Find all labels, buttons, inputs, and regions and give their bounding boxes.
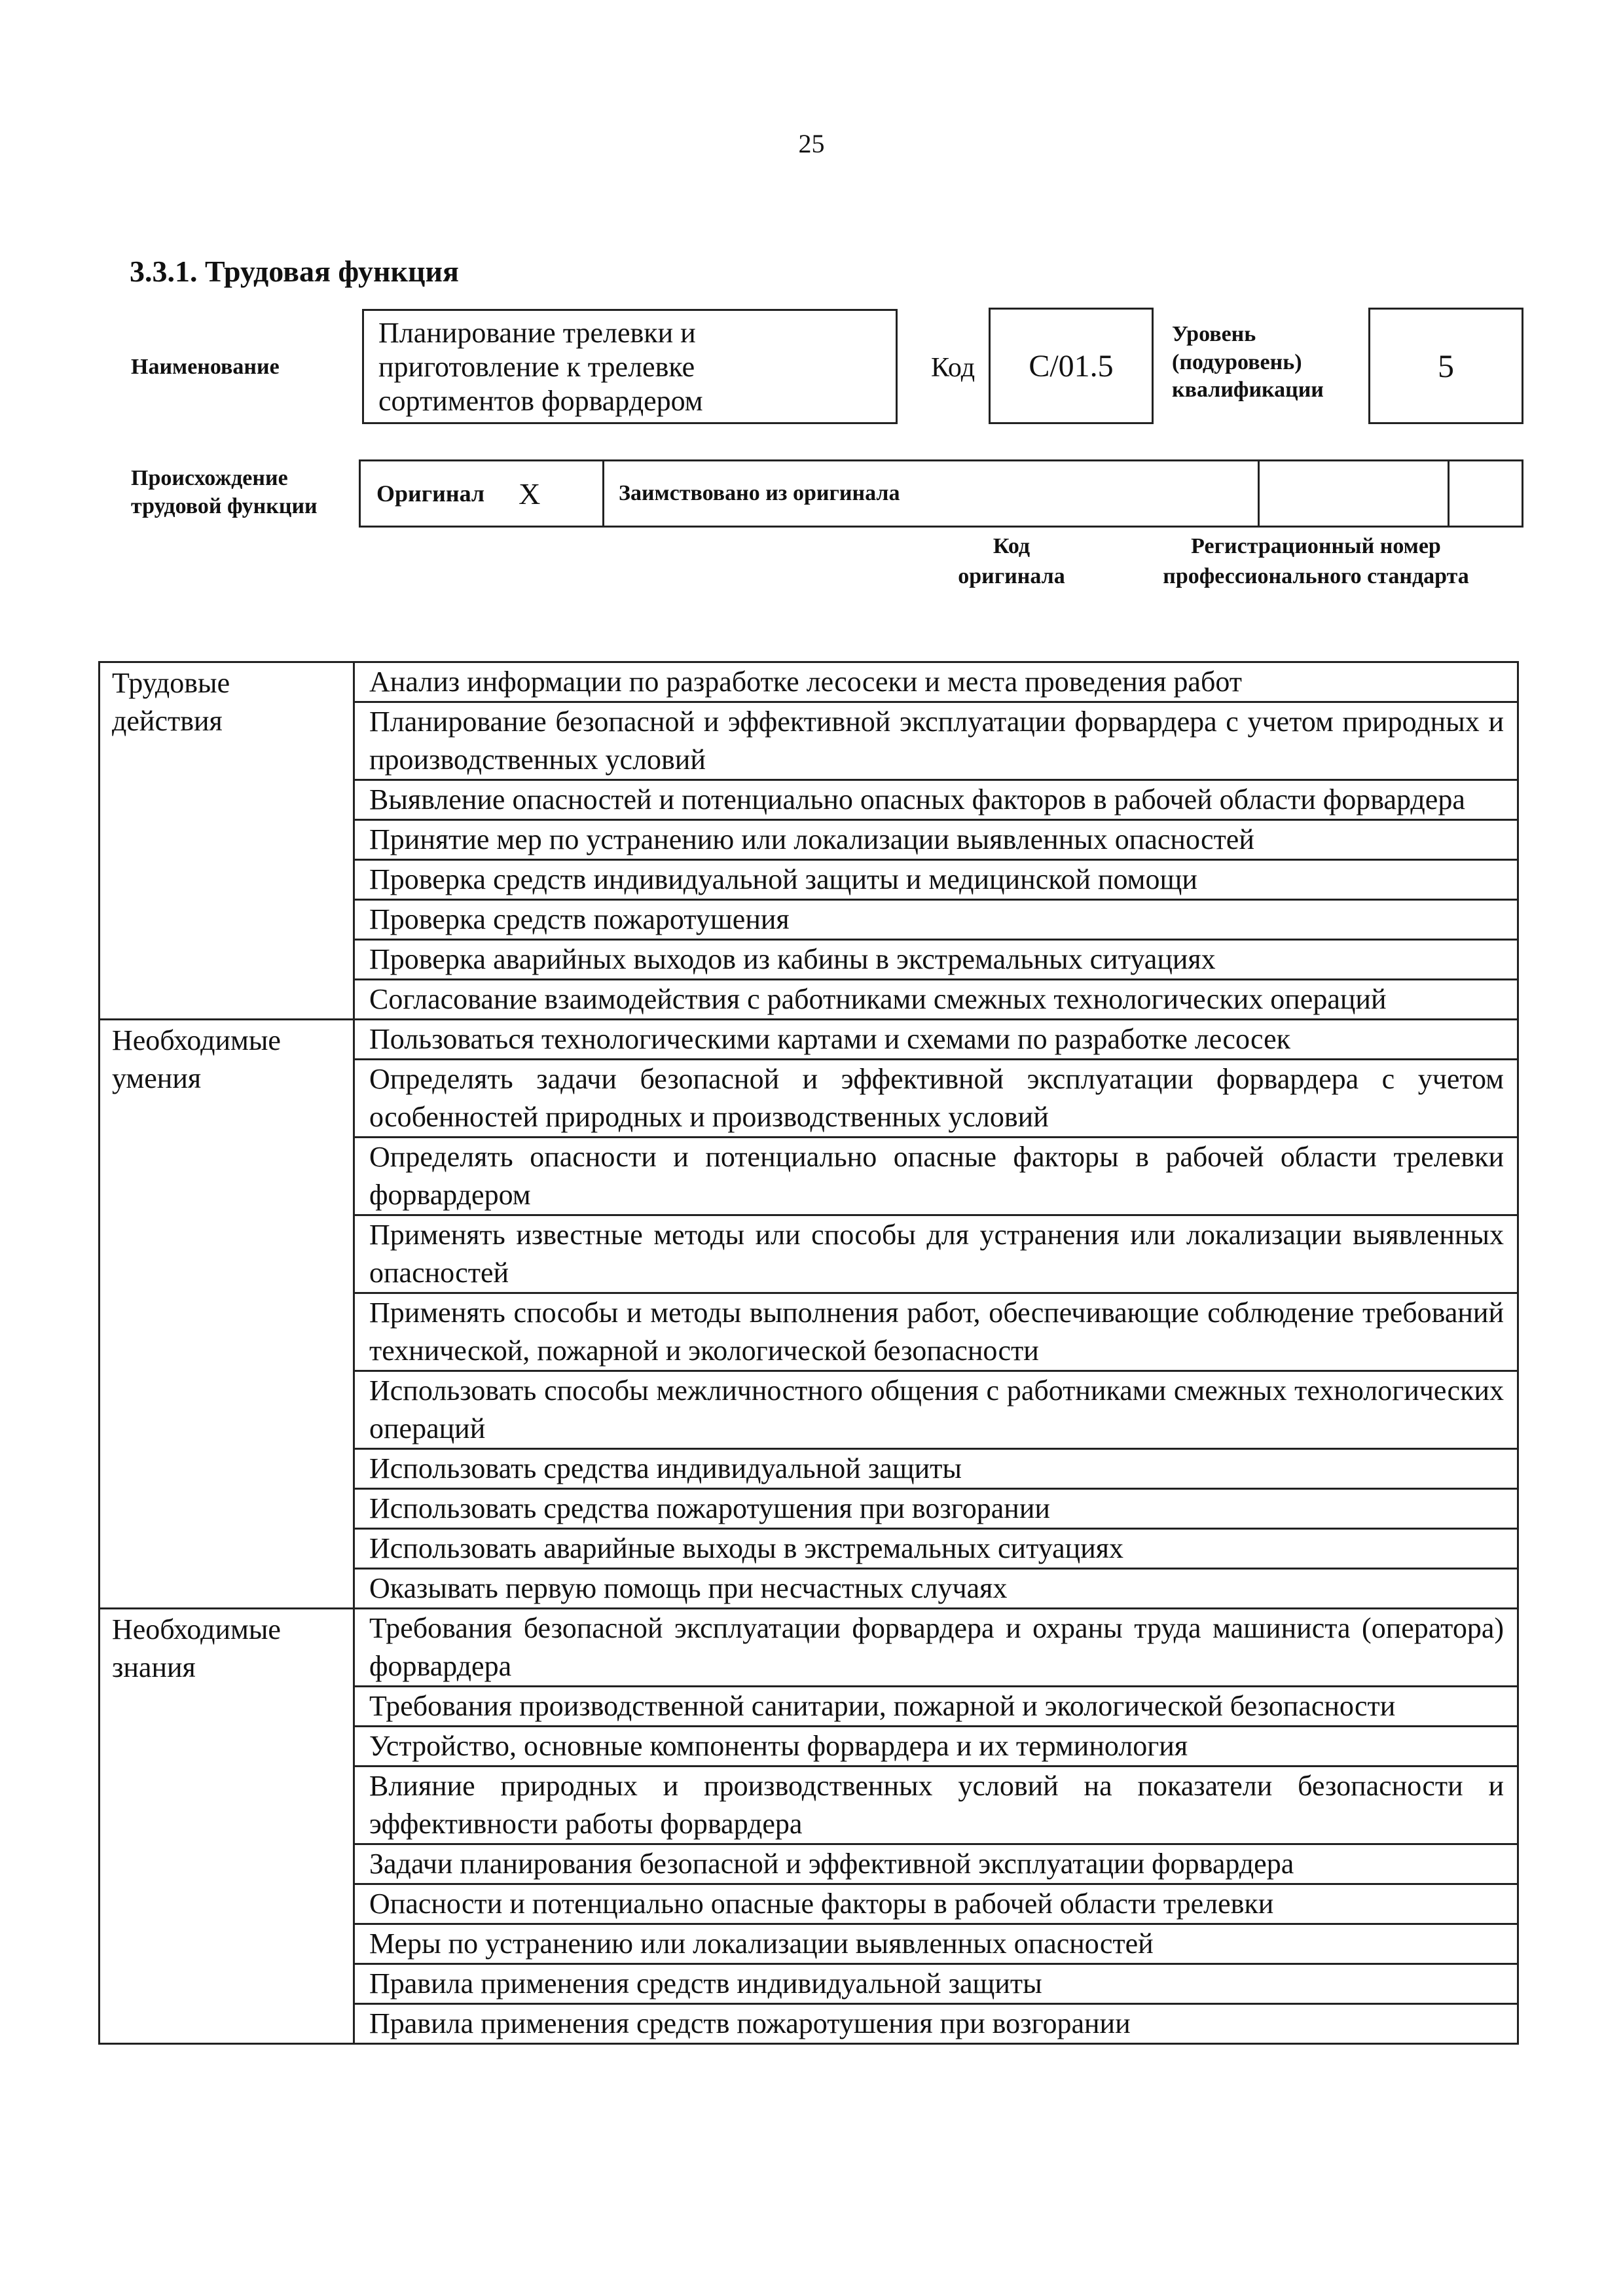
group-title-skills: Необходимые умения bbox=[100, 1020, 354, 1609]
level-label-line: Уровень bbox=[1172, 322, 1256, 346]
table-cell: Проверка средств индивидуальной защиты и медицинской помощи bbox=[354, 860, 1518, 900]
table-cell: Применять известные методы или способы для устранения или локализации выявленных опасностей bbox=[354, 1215, 1518, 1293]
table-row bbox=[100, 662, 1518, 702]
table-cell: Меры по устранению или локализации выявленных опасностей bbox=[354, 1924, 1518, 1964]
origin-table bbox=[359, 459, 1523, 528]
origin-label-line: Происхождение bbox=[131, 466, 288, 490]
table-row bbox=[100, 1020, 1518, 1060]
level-label-line: (подуровень) bbox=[1172, 350, 1302, 374]
table-cell: Правила применения средств индивидуальной защиты bbox=[354, 1964, 1518, 2004]
original-mark: X bbox=[519, 476, 541, 511]
borrowed-label: Заимствовано из оригинала bbox=[619, 480, 900, 505]
caption-line: профессионального стандарта bbox=[1163, 564, 1469, 588]
origin-reg-cell bbox=[1450, 461, 1522, 526]
table-cell: Применять способы и методы выполнения работ, обеспечивающие соблюдение требований технической, пожарной и экологической безопасности bbox=[354, 1293, 1518, 1371]
table-cell: Использовать аварийные выходы в экстремальных ситуациях bbox=[354, 1529, 1518, 1569]
table-cell: Выявление опасностей и потенциально опасных факторов в рабочей области форвардера bbox=[354, 780, 1518, 820]
function-name-line: приготовление к трелевке bbox=[378, 351, 695, 383]
table-cell: Анализ информации по разработке лесосеки и места проведения работ bbox=[354, 662, 1518, 702]
origin-code-cell bbox=[1258, 461, 1450, 526]
level-value: 5 bbox=[1438, 348, 1454, 384]
table-cell: Оказывать первую помощь при несчастных случаях bbox=[354, 1569, 1518, 1609]
table-cell: Определять опасности и потенциально опасные факторы в рабочей области трелевки форвардером bbox=[354, 1138, 1518, 1215]
page-number: 25 bbox=[798, 129, 825, 158]
table-cell: Использовать способы межличностного общения с работниками смежных технологических операций bbox=[354, 1371, 1518, 1449]
table-cell: Задачи планирования безопасной и эффективной эксплуатации форвардера bbox=[354, 1844, 1518, 1884]
table-cell: Устройство, основные компоненты форвардера и их терминология bbox=[354, 1727, 1518, 1767]
table-cell: Планирование безопасной и эффективной эксплуатации форвардера с учетом природных и производственных условий bbox=[354, 702, 1518, 780]
table-cell: Согласование взаимодействия с работниками смежных технологических операций bbox=[354, 980, 1518, 1020]
code-value: C/01.5 bbox=[1029, 348, 1114, 384]
table-cell: Правила применения средств пожаротушения при возгорании bbox=[354, 2004, 1518, 2044]
table-cell: Определять задачи безопасной и эффективной эксплуатации форвардера с учетом особенностей природных и производственных условий bbox=[354, 1060, 1518, 1138]
origin-label-line: трудовой функции bbox=[131, 493, 318, 518]
table-cell: Принятие мер по устранению или локализации выявленных опасностей bbox=[354, 820, 1518, 860]
group-title-knowledge: Необходимые знания bbox=[100, 1609, 354, 2044]
registration-number-caption bbox=[1113, 531, 1519, 592]
level-value-box bbox=[1368, 308, 1523, 424]
original-label: Оригинал bbox=[376, 480, 485, 507]
section-title: 3.3.1. Трудовая функция bbox=[130, 255, 459, 288]
origin-original-cell bbox=[361, 461, 604, 526]
table-row bbox=[100, 1609, 1518, 1687]
name-label: Наименование bbox=[131, 355, 280, 379]
original-code-caption bbox=[917, 531, 1106, 592]
table-cell: Использовать средства пожаротушения при возгорании bbox=[354, 1489, 1518, 1529]
code-value-box bbox=[989, 308, 1154, 424]
function-details-table bbox=[98, 661, 1519, 2045]
table-cell: Пользоваться технологическими картами и схемами по разработке лесосек bbox=[354, 1020, 1518, 1060]
table-cell: Требования безопасной эксплуатации форвардера и охраны труда машиниста (оператора) форвардера bbox=[354, 1609, 1518, 1687]
table-cell: Опасности и потенциально опасные факторы в рабочей области трелевки bbox=[354, 1884, 1518, 1924]
table-cell: Использовать средства индивидуальной защиты bbox=[354, 1449, 1518, 1489]
table-cell: Требования производственной санитарии, пожарной и экологической безопасности bbox=[354, 1687, 1518, 1727]
table-cell: Проверка аварийных выходов из кабины в экстремальных ситуациях bbox=[354, 940, 1518, 980]
caption-line: Код bbox=[993, 534, 1030, 558]
code-label: Код bbox=[931, 353, 976, 383]
caption-line: оригинала bbox=[958, 564, 1065, 588]
origin-borrowed-cell bbox=[604, 461, 1258, 526]
table-cell: Проверка средств пожаротушения bbox=[354, 900, 1518, 940]
function-name-line: Планирование трелевки и bbox=[378, 317, 696, 349]
caption-line: Регистрационный номер bbox=[1191, 534, 1441, 558]
group-title-actions: Трудовые действия bbox=[100, 662, 354, 1020]
function-name-box bbox=[362, 309, 898, 424]
level-label-line: квалификации bbox=[1172, 378, 1324, 402]
table-cell: Влияние природных и производственных условий на показатели безопасности и эффективности работы форвардера bbox=[354, 1767, 1518, 1844]
function-name-line: сортиментов форвардером bbox=[378, 385, 703, 417]
level-label bbox=[1172, 321, 1381, 404]
origin-label bbox=[131, 465, 318, 520]
